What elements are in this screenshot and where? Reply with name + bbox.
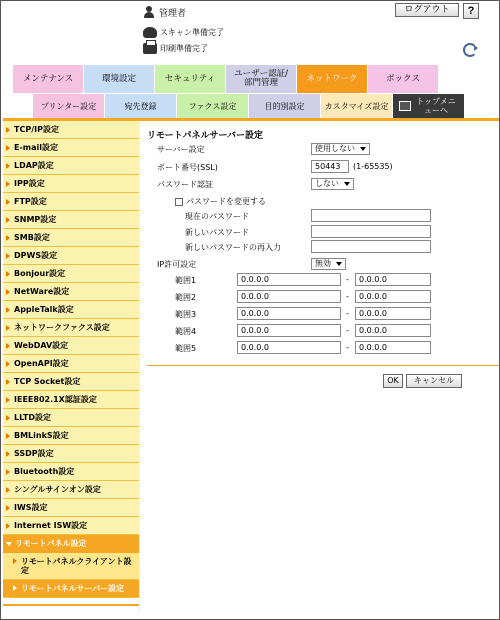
change-password-checkbox[interactable] xyxy=(175,198,183,206)
sidebar-item[interactable] xyxy=(3,121,139,139)
sidebar-item-label: WebDAV設定 xyxy=(14,341,69,350)
arrow-right-icon xyxy=(6,217,10,223)
sidebar-item-label: FTP設定 xyxy=(14,197,47,206)
ok-button[interactable]: OK xyxy=(383,374,403,388)
tab-customize-settings[interactable]: カスタマイズ設定 xyxy=(321,94,393,118)
expand-arrow-icon xyxy=(6,542,12,546)
arrow-right-icon xyxy=(6,451,10,457)
arrow-right-icon xyxy=(6,379,10,385)
sidebar-item-label: SMB設定 xyxy=(14,233,50,242)
sidebar-item-label: IPP設定 xyxy=(14,179,45,188)
sidebar-subitem-remote-panel-client[interactable] xyxy=(3,553,139,580)
scan-status-text: スキャン準備完了 xyxy=(160,28,224,37)
sidebar-item-label: SNMP設定 xyxy=(14,215,57,224)
sub-tabs xyxy=(33,94,465,118)
sidebar-item[interactable] xyxy=(3,265,139,283)
arrow-right-icon xyxy=(6,199,10,205)
arrow-right-icon xyxy=(6,325,10,331)
arrow-right-icon xyxy=(13,585,17,591)
range-to-input[interactable]: 0.0.0.0 xyxy=(355,273,431,286)
arrow-right-icon xyxy=(6,235,10,241)
sidebar-end-divider xyxy=(3,604,139,606)
sidebar-item-remote-panel[interactable] xyxy=(3,535,139,553)
range-separator: - xyxy=(346,326,349,335)
range-from-input[interactable]: 0.0.0.0 xyxy=(237,290,341,303)
range-to-input[interactable]: 0.0.0.0 xyxy=(355,290,431,303)
range-separator: - xyxy=(346,275,349,284)
arrow-right-icon xyxy=(6,487,10,493)
sidebar-item[interactable] xyxy=(3,463,139,481)
port-label: ポート番号(SSL) xyxy=(157,163,218,172)
sidebar-item[interactable] xyxy=(3,247,139,265)
sidebar-item[interactable] xyxy=(3,391,139,409)
port-input[interactable]: 50443 xyxy=(311,160,349,173)
sidebar-item[interactable] xyxy=(3,517,139,535)
tab-top-menu-label: トップメニューへ xyxy=(416,97,456,115)
tab-box[interactable]: ボックス xyxy=(368,65,439,93)
sidebar-item-label: OpenAPI設定 xyxy=(14,359,69,368)
sidebar-item[interactable] xyxy=(3,319,139,337)
tab-network[interactable]: ネットワーク xyxy=(297,65,368,93)
arrow-right-icon xyxy=(6,469,10,475)
new-password-label: 新しいパスワード xyxy=(185,228,249,237)
tab-address-registration[interactable]: 宛先登録 xyxy=(105,94,177,118)
page-title: リモートパネルサーバー設定 xyxy=(147,131,264,141)
sidebar-item[interactable] xyxy=(3,193,139,211)
tab-environment[interactable]: 環境設定 xyxy=(84,65,155,93)
user-name: 管理者 xyxy=(159,8,187,19)
server-setting-select[interactable]: 使用しない xyxy=(311,143,370,155)
arrow-right-icon xyxy=(6,163,10,169)
sidebar-item-label: シングルサインオン設定 xyxy=(14,485,101,494)
sidebar-item[interactable] xyxy=(3,355,139,373)
print-status xyxy=(143,43,208,54)
arrow-right-icon xyxy=(6,397,10,403)
password-auth-select[interactable]: しない xyxy=(311,178,354,190)
range-from-input[interactable]: 0.0.0.0 xyxy=(237,307,341,320)
range-label: 範囲3 xyxy=(175,310,197,319)
sidebar-item-label: IWS設定 xyxy=(14,503,48,512)
arrow-right-icon xyxy=(6,181,10,187)
range-label: 範囲1 xyxy=(175,276,197,285)
tab-fax-settings[interactable]: ファクス設定 xyxy=(177,94,249,118)
sidebar-item-label: SSDP設定 xyxy=(14,449,54,458)
print-status-text: 印刷準備完了 xyxy=(160,44,208,53)
sidebar-item-label: LLTD設定 xyxy=(14,413,51,422)
user-info xyxy=(143,4,186,20)
printer-icon xyxy=(143,43,157,54)
range-label: 範囲4 xyxy=(175,327,197,336)
sidebar-item-label: AppleTalk設定 xyxy=(14,305,74,314)
sidebar-item[interactable] xyxy=(3,409,139,427)
arrow-right-icon xyxy=(6,343,10,349)
confirm-password-input[interactable] xyxy=(311,240,431,253)
sidebar-item[interactable] xyxy=(3,301,139,319)
sidebar-item[interactable] xyxy=(3,427,139,445)
main-tabs xyxy=(13,65,439,93)
user-icon xyxy=(143,6,155,18)
range-to-input[interactable]: 0.0.0.0 xyxy=(355,341,431,354)
refresh-icon[interactable] xyxy=(463,43,477,57)
menu-icon xyxy=(399,101,411,111)
logout-button[interactable]: ログアウト xyxy=(395,3,459,17)
range-to-input[interactable]: 0.0.0.0 xyxy=(355,307,431,320)
sidebar-item-label: TCP/IP設定 xyxy=(14,125,59,134)
tab-printer-settings[interactable]: プリンター設定 xyxy=(33,94,105,118)
arrow-right-icon xyxy=(6,253,10,259)
sidebar-item[interactable] xyxy=(3,175,139,193)
arrow-right-icon xyxy=(6,145,10,151)
range-label: 範囲5 xyxy=(175,344,197,353)
sidebar-item-label: DPWS設定 xyxy=(14,251,58,260)
range-from-input[interactable]: 0.0.0.0 xyxy=(237,273,341,286)
sidebar-item-label: IEEE802.1X認証設定 xyxy=(14,395,97,404)
sidebar-item[interactable] xyxy=(3,211,139,229)
sidebar-item-label: Bonjour設定 xyxy=(14,269,66,278)
arrow-right-icon xyxy=(6,271,10,277)
sidebar-item-label: LDAP設定 xyxy=(14,161,54,170)
tab-security[interactable]: セキュリティ xyxy=(155,65,226,93)
sidebar-item[interactable] xyxy=(3,283,139,301)
ip-filter-select[interactable]: 無効 xyxy=(311,258,346,270)
arrow-right-icon xyxy=(6,307,10,313)
range-from-input[interactable]: 0.0.0.0 xyxy=(237,324,341,337)
port-range-hint: (1-65535) xyxy=(353,162,393,171)
arrow-right-icon xyxy=(6,523,10,529)
sidebar-item[interactable] xyxy=(3,229,139,247)
tab-purpose-settings[interactable]: 目的別設定 xyxy=(249,94,321,118)
sidebar-item[interactable] xyxy=(3,445,139,463)
sidebar-item-label: リモートパネル設定 xyxy=(15,539,87,548)
range-separator: - xyxy=(346,292,349,301)
arrow-right-icon xyxy=(6,127,10,133)
sidebar-item-label: ネットワークファクス設定 xyxy=(14,323,110,332)
sidebar-item-label: TCP Socket設定 xyxy=(14,377,81,386)
range-label: 範囲2 xyxy=(175,293,197,302)
range-to-input[interactable]: 0.0.0.0 xyxy=(355,324,431,337)
sidebar xyxy=(3,121,140,613)
sidebar-item[interactable] xyxy=(3,139,139,157)
password-auth-label: パスワード認証 xyxy=(157,180,213,189)
sidebar-item[interactable] xyxy=(3,337,139,355)
new-password-input[interactable] xyxy=(311,225,431,238)
cancel-button[interactable]: キャンセル xyxy=(406,374,462,388)
arrow-right-icon xyxy=(13,558,17,564)
tab-maintenance[interactable]: メンテナンス xyxy=(13,65,84,93)
sidebar-subitem-remote-panel-server[interactable] xyxy=(3,580,139,598)
sidebar-subitem-label: リモートパネルサーバー設定 xyxy=(21,584,125,593)
sidebar-item-label: E-mail設定 xyxy=(14,143,59,152)
sidebar-subitem-label: リモートパネルクライアント設定 xyxy=(21,557,132,575)
server-setting-label: サーバー設定 xyxy=(157,145,205,154)
tab-user-auth[interactable]: ユーザー認証/部門管理 xyxy=(226,65,297,93)
scan-status xyxy=(143,27,224,38)
current-password-input[interactable] xyxy=(311,209,431,222)
arrow-right-icon xyxy=(6,433,10,439)
sidebar-item-label: Internet ISW設定 xyxy=(14,521,88,530)
sidebar-item-label: Bluetooth設定 xyxy=(14,467,75,476)
arrow-right-icon xyxy=(6,415,10,421)
sidebar-item-label: NetWare設定 xyxy=(14,287,70,296)
tab-top-menu[interactable] xyxy=(393,94,465,118)
sidebar-item[interactable] xyxy=(3,373,139,391)
change-password-label: パスワードを変更する xyxy=(186,197,266,206)
sidebar-item[interactable] xyxy=(3,499,139,517)
range-separator: - xyxy=(346,309,349,318)
scanner-icon xyxy=(143,27,157,38)
sidebar-item[interactable] xyxy=(3,157,139,175)
range-separator: - xyxy=(346,343,349,352)
form-divider xyxy=(147,365,499,366)
arrow-right-icon xyxy=(6,289,10,295)
ip-filter-label: IP許可設定 xyxy=(157,260,197,269)
confirm-password-label: 新しいパスワードの再入力 xyxy=(185,243,281,252)
range-from-input[interactable]: 0.0.0.0 xyxy=(237,341,341,354)
change-password-row xyxy=(175,196,266,207)
arrow-right-icon xyxy=(6,361,10,367)
sidebar-item[interactable] xyxy=(3,481,139,499)
sidebar-item-label: BMLinkS設定 xyxy=(14,431,69,440)
current-password-label: 現在のパスワード xyxy=(185,212,249,221)
help-button[interactable]: ? xyxy=(463,3,479,19)
arrow-right-icon xyxy=(6,505,10,511)
